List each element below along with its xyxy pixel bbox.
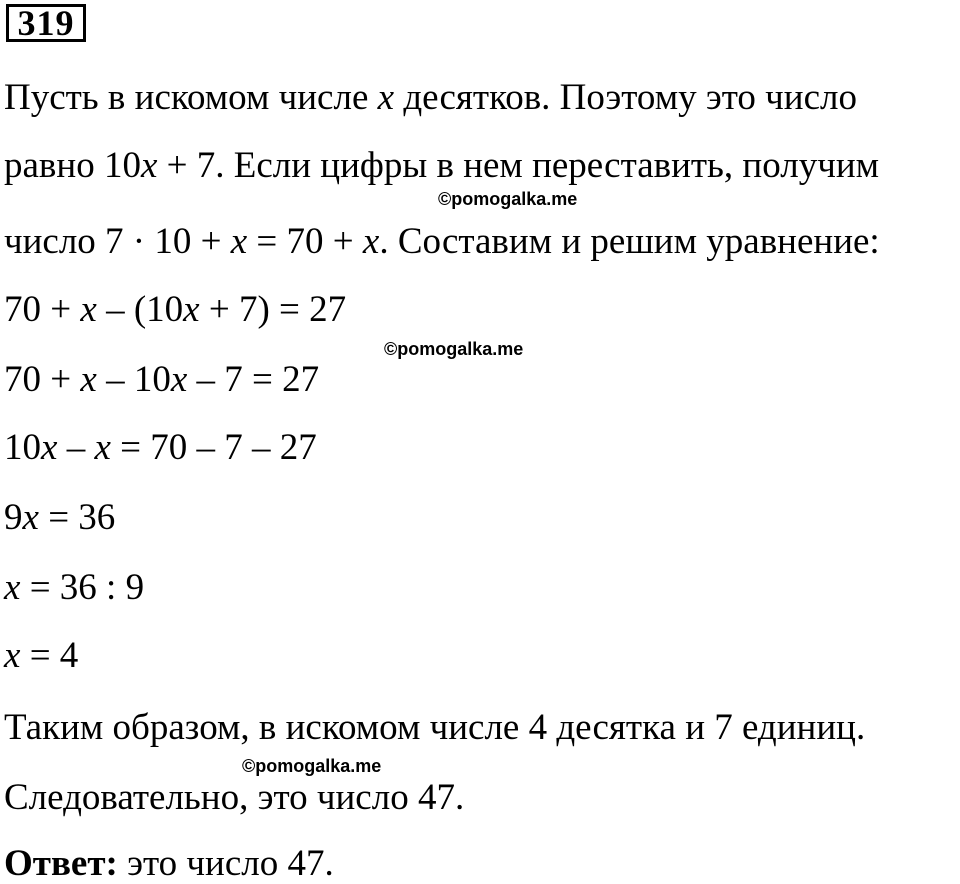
text-segment: равно 10 xyxy=(4,145,141,186)
text-segment: 70 + xyxy=(4,359,81,400)
equation-1 xyxy=(4,290,346,330)
text-segment: = 4 xyxy=(20,635,79,676)
equation-5 xyxy=(4,568,144,608)
conclusion-line-1: Таким образом, в искомом числе 4 десятка и 7 единиц. xyxy=(4,707,866,748)
text-segment: = 36 xyxy=(38,497,116,538)
text-segment: – xyxy=(57,427,95,468)
text-segment: . Составим и решим уравнение: xyxy=(379,221,880,262)
watermark: ©pomogalka.me xyxy=(384,339,524,359)
text-segment: Пусть в искомом числе xyxy=(4,77,378,118)
equation-3 xyxy=(4,428,317,468)
variable-x: x xyxy=(183,289,200,330)
text-segment: + 7) = 27 xyxy=(199,289,347,330)
variable-x: x xyxy=(170,359,188,400)
text-segment: 70 + xyxy=(4,289,81,330)
answer-label: Ответ: xyxy=(4,843,118,884)
variable-x: x xyxy=(94,427,111,468)
text-line-1 xyxy=(4,78,857,118)
text-segment: = 36 : 9 xyxy=(20,567,145,608)
answer-line xyxy=(4,844,334,884)
text-segment: – 10 xyxy=(96,359,171,400)
conclusion-line-2: Следовательно, это число 47. xyxy=(4,777,465,818)
variable-x: x xyxy=(362,221,380,262)
text-line-2 xyxy=(4,146,879,186)
variable-x: x xyxy=(4,567,21,608)
text-segment: 10 xyxy=(4,427,41,468)
equation-2 xyxy=(4,360,319,400)
text-segment: = 70 – 7 – 27 xyxy=(110,427,317,468)
text-segment: десятков. Поэтому это число xyxy=(394,77,857,118)
variable-x: x xyxy=(41,427,58,468)
text-segment: – 7 = 27 xyxy=(187,359,320,400)
text-segment: – (10 xyxy=(96,289,184,330)
variable-x: x xyxy=(4,635,21,676)
variable-x: x xyxy=(80,289,97,330)
variable-x: x xyxy=(140,145,158,186)
problem-number-box: 319 xyxy=(6,4,86,42)
text-segment: = 70 + xyxy=(247,221,363,262)
equation-4 xyxy=(4,498,115,538)
answer-text: это число 47. xyxy=(117,843,334,884)
variable-x: x xyxy=(80,359,97,400)
variable-x: x xyxy=(230,221,248,262)
text-segment: 9 xyxy=(4,497,23,538)
watermark: ©pomogalka.me xyxy=(242,756,382,776)
text-segment: число 7 · 10 + xyxy=(4,221,231,262)
equation-6 xyxy=(4,636,78,676)
text-segment: + 7. Если цифры в нем переставить, получим xyxy=(157,145,880,186)
variable-x: x xyxy=(377,77,395,118)
variable-x: x xyxy=(22,497,39,538)
watermark: ©pomogalka.me xyxy=(438,189,578,209)
text-line-3 xyxy=(4,222,880,262)
